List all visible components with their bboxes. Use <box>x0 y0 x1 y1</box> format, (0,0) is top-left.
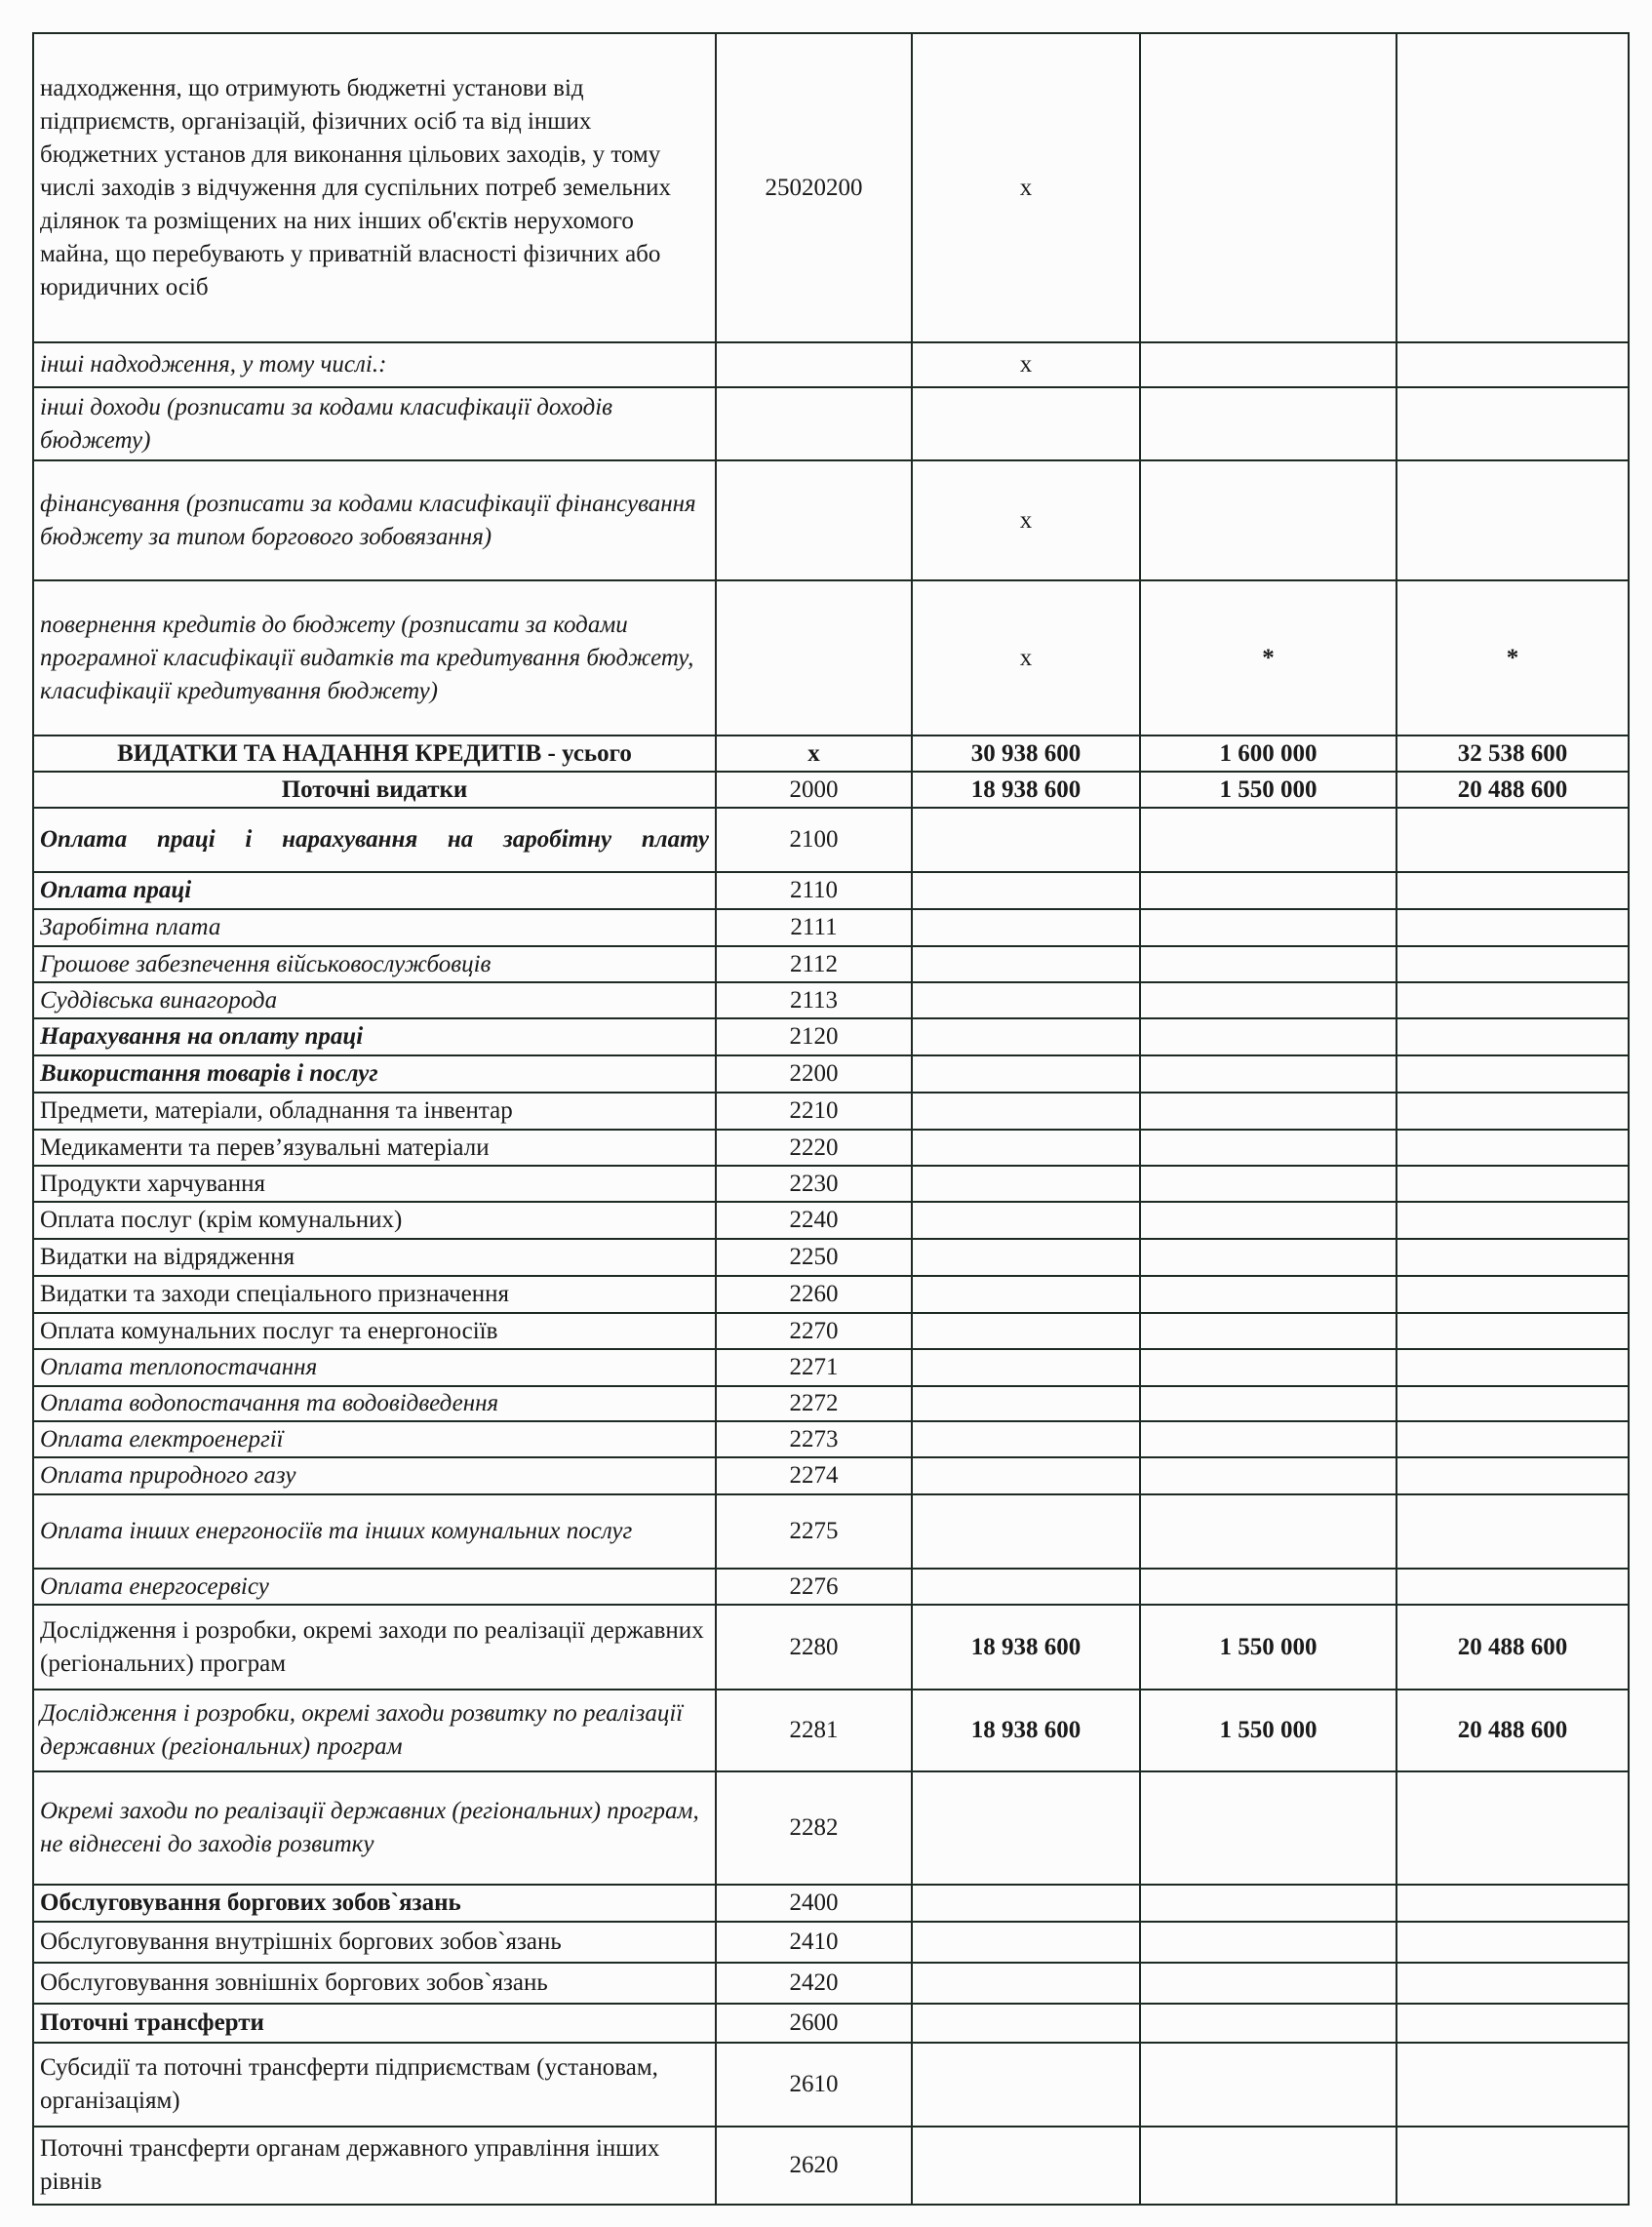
total-cell <box>1396 2004 1629 2043</box>
total-cell <box>1396 1386 1629 1421</box>
total-cell <box>1396 1018 1629 1055</box>
row-code-cell: 2200 <box>716 1055 912 1093</box>
table-row <box>33 2043 1629 2127</box>
general-fund-cell <box>912 1130 1140 1166</box>
special-fund-cell <box>1140 1202 1396 1239</box>
total-cell <box>1396 1166 1629 1202</box>
special-fund-cell <box>1140 1922 1396 1963</box>
general-fund-cell <box>912 1093 1140 1130</box>
table-row <box>33 387 1629 460</box>
total-cell <box>1396 1130 1629 1166</box>
row-code-cell: 2280 <box>716 1605 912 1690</box>
row-name-cell: Поточні видатки <box>33 772 716 808</box>
row-code-cell: x <box>716 736 912 772</box>
total-cell <box>1396 1093 1629 1130</box>
special-fund-cell <box>1140 1018 1396 1055</box>
total-cell: 32 538 600 <box>1396 736 1629 772</box>
special-fund-cell <box>1140 460 1396 580</box>
row-code-cell: 2282 <box>716 1771 912 1885</box>
row-name-cell: Використання товарів і послуг <box>33 1055 716 1093</box>
table-row <box>33 1386 1629 1421</box>
general-fund-cell <box>912 1313 1140 1349</box>
table-row <box>33 772 1629 808</box>
row-name-cell: Нарахування на оплату праці <box>33 1018 716 1055</box>
general-fund-cell <box>912 872 1140 909</box>
row-code-cell: 2230 <box>716 1166 912 1202</box>
special-fund-cell <box>1140 808 1396 872</box>
row-name-cell: Обслуговування внутрішніх боргових зобов`язань <box>33 1922 716 1963</box>
total-cell <box>1396 1055 1629 1093</box>
total-cell <box>1396 1494 1629 1569</box>
table-row <box>33 1457 1629 1494</box>
general-fund-cell: x <box>912 460 1140 580</box>
total-cell <box>1396 387 1629 460</box>
table-row <box>33 1130 1629 1166</box>
general-fund-cell <box>912 1239 1140 1276</box>
general-fund-cell: 30 938 600 <box>912 736 1140 772</box>
row-name-cell: Оплата теплопостачання <box>33 1349 716 1386</box>
general-fund-cell <box>912 1963 1140 2004</box>
special-fund-cell <box>1140 982 1396 1018</box>
total-cell <box>1396 808 1629 872</box>
general-fund-cell <box>912 1202 1140 1239</box>
row-code-cell: 2000 <box>716 772 912 808</box>
special-fund-cell <box>1140 1771 1396 1885</box>
row-code-cell: 2260 <box>716 1276 912 1313</box>
table-row <box>33 946 1629 982</box>
row-name-cell: повернення кредитів до бюджету (розписати за кодами програмної класифікації видатків та кредитування бюджету, класифікації кредитування бюджету) <box>33 580 716 736</box>
total-cell <box>1396 1963 1629 2004</box>
row-name-cell: Видатки на відрядження <box>33 1239 716 1276</box>
special-fund-cell <box>1140 1457 1396 1494</box>
row-name-cell: надходження, що отримують бюджетні установи від підприємств, організацій, фізичних осіб та від інших бюджетних установ для виконання цільових заходів, у тому числі заходів з відчуження для суспільних потреб земельних ділянок та розміщених на них інших об'єктів нерухомого майна, що перебувають у приватній власності фізичних або юридичних осіб <box>33 33 716 342</box>
general-fund-cell <box>912 1276 1140 1313</box>
row-code-cell: 2610 <box>716 2043 912 2127</box>
special-fund-cell <box>1140 1569 1396 1605</box>
special-fund-cell <box>1140 1494 1396 1569</box>
table-row <box>33 1569 1629 1605</box>
row-code-cell: 2281 <box>716 1690 912 1771</box>
row-name-cell: фінансування (розписати за кодами класифікації фінансування бюджету за типом боргового зобовязання) <box>33 460 716 580</box>
table-row <box>33 872 1629 909</box>
table-row <box>33 342 1629 387</box>
special-fund-cell <box>1140 33 1396 342</box>
special-fund-cell <box>1140 946 1396 982</box>
row-name-cell: інші надходження, у тому числі.: <box>33 342 716 387</box>
table-row <box>33 1922 1629 1963</box>
general-fund-cell <box>912 1386 1140 1421</box>
table-row <box>33 460 1629 580</box>
table-row <box>33 808 1629 872</box>
general-fund-cell <box>912 2004 1140 2043</box>
row-name-cell: Оплата природного газу <box>33 1457 716 1494</box>
total-cell <box>1396 1771 1629 1885</box>
table-row <box>33 1421 1629 1457</box>
total-cell <box>1396 946 1629 982</box>
total-cell <box>1396 1276 1629 1313</box>
row-name-cell: Поточні трансферти органам державного управління інших рівнів <box>33 2127 716 2205</box>
row-code-cell: 2600 <box>716 2004 912 2043</box>
row-code-cell: 2275 <box>716 1494 912 1569</box>
total-cell <box>1396 1239 1629 1276</box>
special-fund-cell <box>1140 2004 1396 2043</box>
general-fund-cell <box>912 1457 1140 1494</box>
general-fund-cell: 18 938 600 <box>912 1605 1140 1690</box>
special-fund-cell <box>1140 2127 1396 2205</box>
table-row <box>33 2004 1629 2043</box>
general-fund-cell <box>912 1494 1140 1569</box>
row-name-cell: Оплата електроенергії <box>33 1421 716 1457</box>
special-fund-cell: 1 550 000 <box>1140 1690 1396 1771</box>
row-code-cell: 2273 <box>716 1421 912 1457</box>
total-cell <box>1396 1885 1629 1922</box>
total-cell: 20 488 600 <box>1396 772 1629 808</box>
total-cell <box>1396 1349 1629 1386</box>
special-fund-cell <box>1140 1055 1396 1093</box>
table-row <box>33 1166 1629 1202</box>
row-name-cell: Грошове забезпечення військовослужбовців <box>33 946 716 982</box>
table-row <box>33 1018 1629 1055</box>
row-name-cell: Оплата праці <box>33 872 716 909</box>
table-row <box>33 909 1629 946</box>
general-fund-cell <box>912 1922 1140 1963</box>
total-cell <box>1396 460 1629 580</box>
general-fund-cell <box>912 2127 1140 2205</box>
special-fund-cell <box>1140 1885 1396 1922</box>
row-name-cell: Поточні трансферти <box>33 2004 716 2043</box>
special-fund-cell: 1 550 000 <box>1140 772 1396 808</box>
row-code-cell: 2270 <box>716 1313 912 1349</box>
special-fund-cell <box>1140 1349 1396 1386</box>
table-row <box>33 1963 1629 2004</box>
total-cell: * <box>1396 580 1629 736</box>
row-name-cell: Окремі заходи по реалізації державних (регіональних) програм, не віднесені до заходів розвитку <box>33 1771 716 1885</box>
special-fund-cell: 1 550 000 <box>1140 1605 1396 1690</box>
special-fund-cell: 1 600 000 <box>1140 736 1396 772</box>
row-name-cell: Суддівська винагорода <box>33 982 716 1018</box>
special-fund-cell <box>1140 872 1396 909</box>
general-fund-cell: x <box>912 33 1140 342</box>
row-name-cell: Обслуговування боргових зобов`язань <box>33 1885 716 1922</box>
table-row <box>33 1885 1629 1922</box>
general-fund-cell: x <box>912 580 1140 736</box>
row-code-cell: 2271 <box>716 1349 912 1386</box>
total-cell <box>1396 1569 1629 1605</box>
row-code-cell: 2120 <box>716 1018 912 1055</box>
total-cell: 20 488 600 <box>1396 1605 1629 1690</box>
special-fund-cell <box>1140 1963 1396 2004</box>
table-row <box>33 1276 1629 1313</box>
table-row <box>33 1690 1629 1771</box>
row-name-cell: Продукти харчування <box>33 1166 716 1202</box>
table-row <box>33 1202 1629 1239</box>
table-row <box>33 2127 1629 2205</box>
general-fund-cell: x <box>912 342 1140 387</box>
row-code-cell <box>716 387 912 460</box>
total-cell <box>1396 1313 1629 1349</box>
row-code-cell: 2620 <box>716 2127 912 2205</box>
row-code-cell: 2210 <box>716 1093 912 1130</box>
row-name-cell: Видатки та заходи спеціального призначення <box>33 1276 716 1313</box>
row-name-cell: Оплата комунальних послуг та енергоносіїв <box>33 1313 716 1349</box>
general-fund-cell <box>912 946 1140 982</box>
row-code-cell: 2100 <box>716 808 912 872</box>
special-fund-cell <box>1140 1313 1396 1349</box>
row-code-cell: 2240 <box>716 1202 912 1239</box>
total-cell <box>1396 982 1629 1018</box>
general-fund-cell <box>912 1166 1140 1202</box>
special-fund-cell <box>1140 1386 1396 1421</box>
general-fund-cell <box>912 909 1140 946</box>
general-fund-cell: 18 938 600 <box>912 772 1140 808</box>
row-code-cell: 25020200 <box>716 33 912 342</box>
table-row <box>33 1771 1629 1885</box>
special-fund-cell <box>1140 1093 1396 1130</box>
total-cell <box>1396 872 1629 909</box>
row-name-cell: Обслуговування зовнішніх боргових зобов`язань <box>33 1963 716 2004</box>
row-code-cell: 2220 <box>716 1130 912 1166</box>
table-row <box>33 982 1629 1018</box>
table-row <box>33 736 1629 772</box>
row-code-cell: 2420 <box>716 1963 912 2004</box>
total-cell <box>1396 909 1629 946</box>
total-cell <box>1396 342 1629 387</box>
row-name-cell: Дослідження і розробки, окремі заходи розвитку по реалізації державних (регіональних) програм <box>33 1690 716 1771</box>
general-fund-cell <box>912 1055 1140 1093</box>
general-fund-cell <box>912 1885 1140 1922</box>
row-code-cell <box>716 342 912 387</box>
row-name-cell: Дослідження і розробки, окремі заходи по реалізації державних (регіональних) програм <box>33 1605 716 1690</box>
row-code-cell: 2110 <box>716 872 912 909</box>
table-row <box>33 1349 1629 1386</box>
general-fund-cell <box>912 982 1140 1018</box>
total-cell <box>1396 2127 1629 2205</box>
row-code-cell: 2410 <box>716 1922 912 1963</box>
table-row <box>33 1093 1629 1130</box>
special-fund-cell: * <box>1140 580 1396 736</box>
general-fund-cell: 18 938 600 <box>912 1690 1140 1771</box>
total-cell <box>1396 1457 1629 1494</box>
row-name-cell: Заробітна плата <box>33 909 716 946</box>
row-name-cell: Оплата послуг (крім комунальних) <box>33 1202 716 1239</box>
row-code-cell: 2274 <box>716 1457 912 1494</box>
row-code-cell: 2111 <box>716 909 912 946</box>
row-name-cell: Медикаменти та перев’язувальні матеріали <box>33 1130 716 1166</box>
general-fund-cell <box>912 1421 1140 1457</box>
special-fund-cell <box>1140 909 1396 946</box>
general-fund-cell <box>912 1771 1140 1885</box>
total-cell <box>1396 2043 1629 2127</box>
special-fund-cell <box>1140 387 1396 460</box>
special-fund-cell <box>1140 1421 1396 1457</box>
table-row <box>33 1313 1629 1349</box>
row-code-cell: 2250 <box>716 1239 912 1276</box>
total-cell <box>1396 1202 1629 1239</box>
row-name-cell: ВИДАТКИ ТА НАДАННЯ КРЕДИТІВ - усього <box>33 736 716 772</box>
row-code-cell: 2276 <box>716 1569 912 1605</box>
row-code-cell: 2272 <box>716 1386 912 1421</box>
row-code-cell <box>716 460 912 580</box>
general-fund-cell <box>912 1569 1140 1605</box>
row-name-cell: Оплата праці і нарахування на заробітну плату <box>33 808 716 872</box>
row-code-cell: 2400 <box>716 1885 912 1922</box>
row-name-cell: Оплата інших енергоносіїв та інших комунальних послуг <box>33 1494 716 1569</box>
table-row <box>33 1494 1629 1569</box>
row-name-cell: Оплата водопостачання та водовідведення <box>33 1386 716 1421</box>
general-fund-cell <box>912 1018 1140 1055</box>
row-code-cell <box>716 580 912 736</box>
table-row <box>33 1055 1629 1093</box>
row-name-cell: Предмети, матеріали, обладнання та інвентар <box>33 1093 716 1130</box>
total-cell <box>1396 1922 1629 1963</box>
row-name-cell: Субсидії та поточні трансферти підприємствам (установам, організаціям) <box>33 2043 716 2127</box>
special-fund-cell <box>1140 1276 1396 1313</box>
table-row <box>33 1605 1629 1690</box>
special-fund-cell <box>1140 1130 1396 1166</box>
row-code-cell: 2113 <box>716 982 912 1018</box>
special-fund-cell <box>1140 1239 1396 1276</box>
total-cell: 20 488 600 <box>1396 1690 1629 1771</box>
general-fund-cell <box>912 2043 1140 2127</box>
special-fund-cell <box>1140 1166 1396 1202</box>
general-fund-cell <box>912 808 1140 872</box>
row-name-cell: інші доходи (розписати за кодами класифікації доходів бюджету) <box>33 387 716 460</box>
total-cell <box>1396 33 1629 342</box>
budget-table-body <box>33 33 1629 2205</box>
table-row <box>33 580 1629 736</box>
general-fund-cell <box>912 387 1140 460</box>
row-name-cell: Оплата енергосервісу <box>33 1569 716 1605</box>
total-cell <box>1396 1421 1629 1457</box>
general-fund-cell <box>912 1349 1140 1386</box>
budget-table <box>32 32 1630 2206</box>
special-fund-cell <box>1140 342 1396 387</box>
row-code-cell: 2112 <box>716 946 912 982</box>
table-row <box>33 1239 1629 1276</box>
special-fund-cell <box>1140 2043 1396 2127</box>
table-row <box>33 33 1629 342</box>
